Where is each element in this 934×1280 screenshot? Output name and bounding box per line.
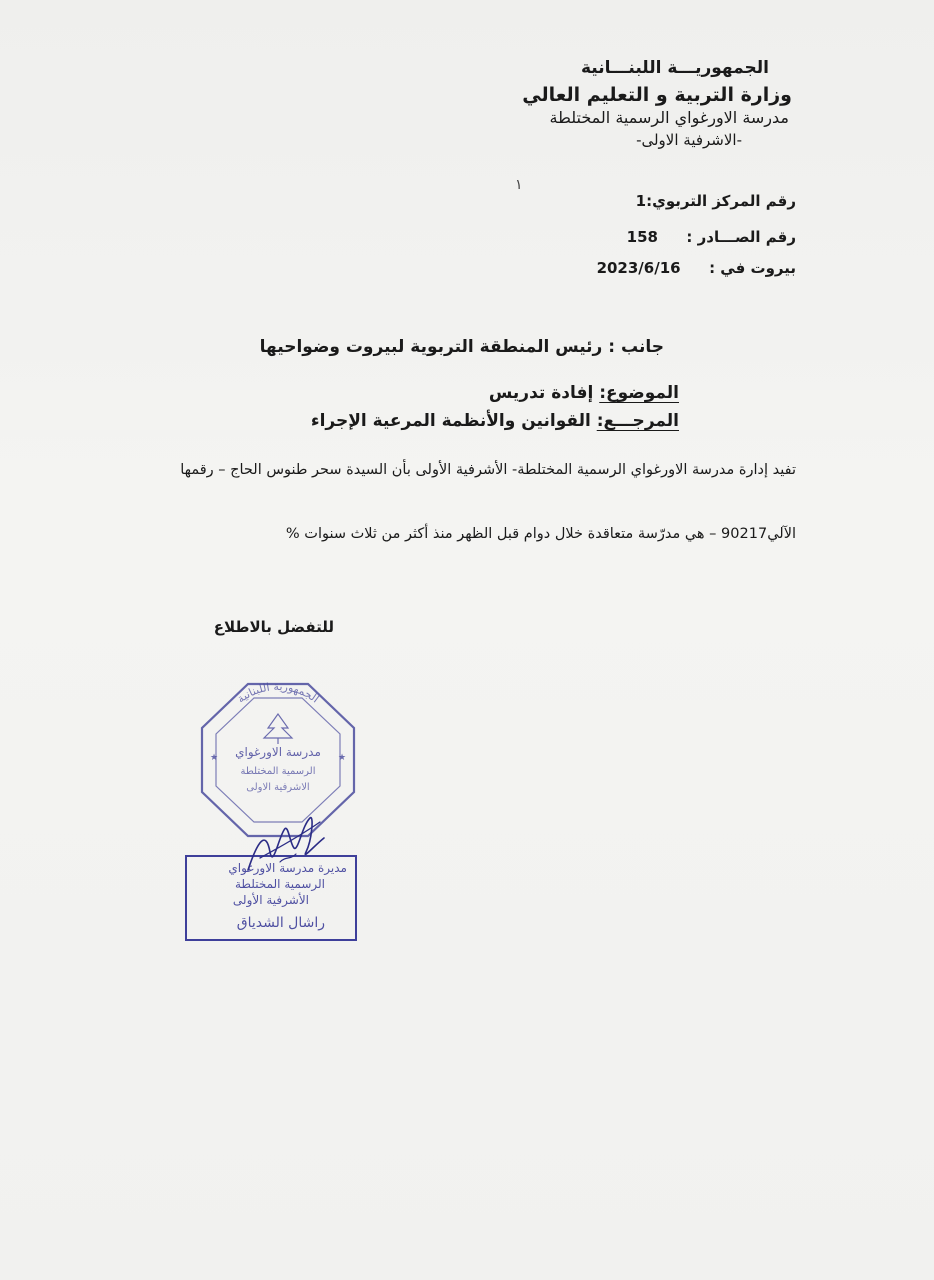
subject-label: الموضوع:: [599, 383, 679, 403]
seal-line-3: الاشرفية الاولى: [246, 782, 310, 793]
date-label: بيروت في :: [709, 259, 796, 277]
svg-text:★: ★: [338, 753, 347, 763]
body-paragraph-1: تفيد إدارة مدرسة الاورغواي الرسمية المختلطة- الأشرفية الأولى بأن السيدة سحر طنوس الحاج – رقمها: [180, 462, 796, 478]
reference-value: القوانين والأنظمة المرعية الإجراء: [310, 411, 591, 431]
seal-line-2: الرسمية المختلطة: [240, 766, 316, 777]
header-school: مدرسة الاورغواي الرسمية المختلطة: [549, 108, 789, 127]
body-paragraph-2: الآلي90217 – هي مدرّسة متعاقدة خلال دوام قبل الظهر منذ أكثر من ثلاث سنوات %: [285, 526, 796, 542]
seal-ring-text: الجمهورية اللبنانية: [234, 680, 322, 706]
outgoing-label: رقم الصـــادر :: [686, 228, 796, 246]
closing-line: للتفضل بالاطلاع: [213, 618, 334, 636]
tick-mark: ١: [515, 177, 523, 193]
signature-icon: [240, 800, 330, 880]
header-district: -الاشرفية الاولى-: [636, 131, 742, 149]
seal-line-1: مدرسة الاورغواي: [235, 745, 321, 759]
date-value: 2023/6/16: [596, 259, 681, 277]
subject-value: إفادة تدريس: [488, 383, 594, 403]
outgoing-number: [627, 228, 796, 246]
reference-line: [311, 411, 679, 431]
outgoing-value: 158: [626, 228, 658, 246]
svg-text:★: ★: [210, 753, 219, 763]
stamp-line-3: الأشرفية الأولى: [232, 893, 309, 907]
stamp-line-2: الرسمية المختلطة: [234, 877, 325, 891]
subject-line: [489, 383, 679, 403]
date-line: [597, 259, 796, 277]
center-number: رقم المركز التربوي:1: [635, 192, 796, 210]
recipient-line: جانب : رئيس المنطقة التربوية لبيروت وضواحيها: [259, 337, 664, 357]
reference-label: المرجـــع:: [596, 411, 679, 431]
stamp-director-name: راشال الشدياق: [236, 915, 325, 931]
header-ministry: وزارة التربية و التعليم العالي: [522, 84, 792, 106]
stamp-line-1: مديرة مدرسة الاورغواي: [228, 861, 347, 875]
header-republic: الجمهوريـــة اللبنـــانية: [580, 58, 769, 78]
cedar-icon: [264, 714, 292, 744]
